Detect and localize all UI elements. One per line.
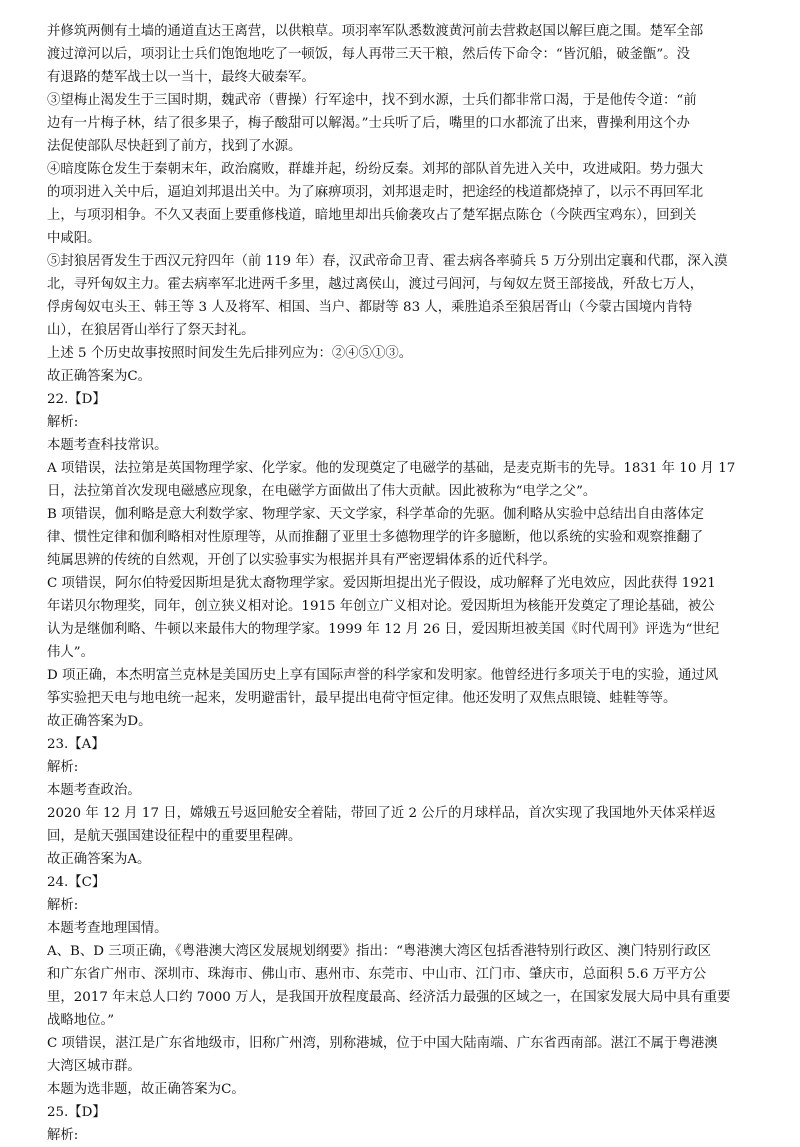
text-line: A 项错误，法拉第是英国物理学家、化学家。他的发现奠定了电磁学的基础，是麦克斯韦的先导。1831 年 10 月 17 [47,461,736,476]
text-line: ⑤封狼居胥发生于西汉元狩四年（前 119 年）春，汉武帝命卫青、霍去病各率骑兵 5 万分别出定襄和代郡，深入漠 [47,254,728,269]
text-line: 俘虏匈奴屯头王、韩王等 3 人及将军、相国、当户、都尉等 83 人，乘胜追杀至狼居胥山（今蒙古国境内肯特 [47,300,693,315]
text-line: ④暗度陈仓发生于秦朝末年，政治腐败，群雄并起，纷纷反秦。刘邦的部队首先进入关中，攻进咸阳。势力强大 [47,162,704,177]
text-line: 边有一片梅子林，结了很多果子，梅子酸甜可以解渴。”士兵听了后，嘴里的口水都流了出来，曹操利用这个办 [47,116,690,131]
text-line: D 项正确，本杰明富兰克林是美国历史上享有国际声誉的科学家和发明家。他曾经进行多项关于电的实验，通过风 [47,668,719,683]
text-line: 23.【A】 [47,737,105,752]
text-line: 中咸阳。 [47,231,101,246]
text-line: 解析: [47,898,79,913]
text-line: C 项错误，湛江是广东省地级市，旧称广州湾，别称港城，位于中国大陆南端、广东省西南部。湛江不属于粤港澳 [47,1036,718,1051]
text-line: 认为是继伽利略、牛顿以来最伟大的物理学家。1999 年 12 月 26 日，爱因斯坦被美国《时代周刊》评选为“世纪 [47,622,720,637]
text-line: 故正确答案为A。 [47,852,151,867]
text-line: ③望梅止渴发生于三国时期，魏武帝（曹操）行军途中，找不到水源，士兵们都非常口渴，于是他传令道：“前 [47,93,697,108]
text-line: 解析: [47,415,79,430]
document-page [47,20,755,1147]
text-line: 故正确答案为C。 [47,369,151,384]
text-line: 24.【C】 [47,875,106,890]
text-line: 有退路的楚军战士以一当十，最终大破秦军。 [47,70,315,85]
text-line: 25.【D】 [47,1105,106,1120]
text-line: 渡过漳河以后，项羽让士兵们饱饱地吃了一顿饭，每人再带三天干粮，然后传下命令：“皆沉船，破釜甑”。没 [47,47,691,62]
text-line: A、B、D 三项正确，《粤港澳大湾区发展规划纲要》指出：“粤港澳大湾区包括香港特别行政区、澳门特别行政区 [47,944,712,959]
text-line: 北，寻歼匈奴主力。霍去病率军北进两千多里，越过离侯山，渡过弓闾河，与匈奴左贤王部接战，歼敌七万人， [47,277,704,292]
text-line: 本题为选非题，故正确答案为C。 [47,1082,245,1097]
text-line: 伟人”。 [47,645,95,660]
text-line: 2020 年 12 月 17 日，嫦娥五号返回舱安全着陆，带回了近 2 公斤的月球样品，首次实现了我国地外天体采样返 [47,806,716,821]
text-line: 本题考查科技常识。 [47,438,168,453]
text-line: 年诺贝尔物理奖，同年，创立狭义相对论。1915 年创立广义相对论。爱因斯坦为核能开发奠定了理论基础，被公 [47,599,715,614]
text-line: 和广东省广州市、深圳市、珠海市、佛山市、惠州市、东莞市、中山市、江门市、肇庆市，总面积 5.6 万平方公 [47,967,707,982]
text-line: 纯属思辨的传统的自然观，开创了以实验事实为根据并具有严密逻辑体系的近代科学。 [47,553,556,568]
text-line: 解析: [47,1128,79,1143]
text-line: 解析: [47,760,79,775]
text-line: 战略地位。” [47,1013,115,1028]
text-line: 法促使部队尽快赶到了前方，找到了水源。 [47,139,302,154]
text-line: 回，是航天强国建设征程中的重要里程碑。 [47,829,302,844]
text-line: 筝实验把天电与地电统一起来，发明避雷针，最早提出电荷守恒定律。他还发明了双焦点眼镜、蛙鞋等等。 [47,691,677,706]
text-line: 并修筑两侧有土墙的通道直达王离营，以供粮草。项羽率军队悉数渡黄河前去营救赵国以解巨鹿之围。楚军全部 [47,24,704,39]
text-line: C 项错误，阿尔伯特爱因斯坦是犹太裔物理学家。爱因斯坦提出光子假设，成功解释了光电效应，因此获得 1921 [47,576,716,591]
text-line: 上，与项羽相争。不久又表面上要重修栈道，暗地里却出兵偷袭攻占了楚军据点陈仓（今陕西宝鸡东），回到关 [47,208,697,223]
text-line: 大湾区城市群。 [47,1059,141,1074]
text-line: 22.【D】 [47,392,106,407]
text-line: 上述 5 个历史故事按照时间发生先后排列应为：②④⑤①③。 [47,346,413,361]
text-line: 故正确答案为D。 [47,714,152,729]
text-line: 里，2017 年末总人口约 7000 万人，是我国开放程度最高、经济活力最强的区域之一，在国家发展大局中具有重要 [47,990,731,1005]
text-line: 山），在狼居胥山举行了祭天封礼。 [47,323,255,338]
text-line: B 项错误，伽利略是意大利数学家、物理学家、天文学家，科学革命的先驱。伽利略从实验中总结出自由落体定 [47,507,704,522]
text-line: 本题考查地理国情。 [47,921,168,936]
text-line: 的项羽进入关中后，逼迫刘邦退出关中。为了麻痹项羽，刘邦退走时，把途经的栈道都烧掉了，以示不再回军北 [47,185,704,200]
text-line: 日，法拉第首次发现电磁感应现象，在电磁学方面做出了伟大贡献。因此被称为“电学之父”。 [47,484,597,499]
text-line: 律、惯性定律和伽利略相对性原理等，从而推翻了亚里士多德物理学的许多臆断，他以系统的实验和观察推翻了 [47,530,704,545]
text-line: 本题考查政治。 [47,783,141,798]
